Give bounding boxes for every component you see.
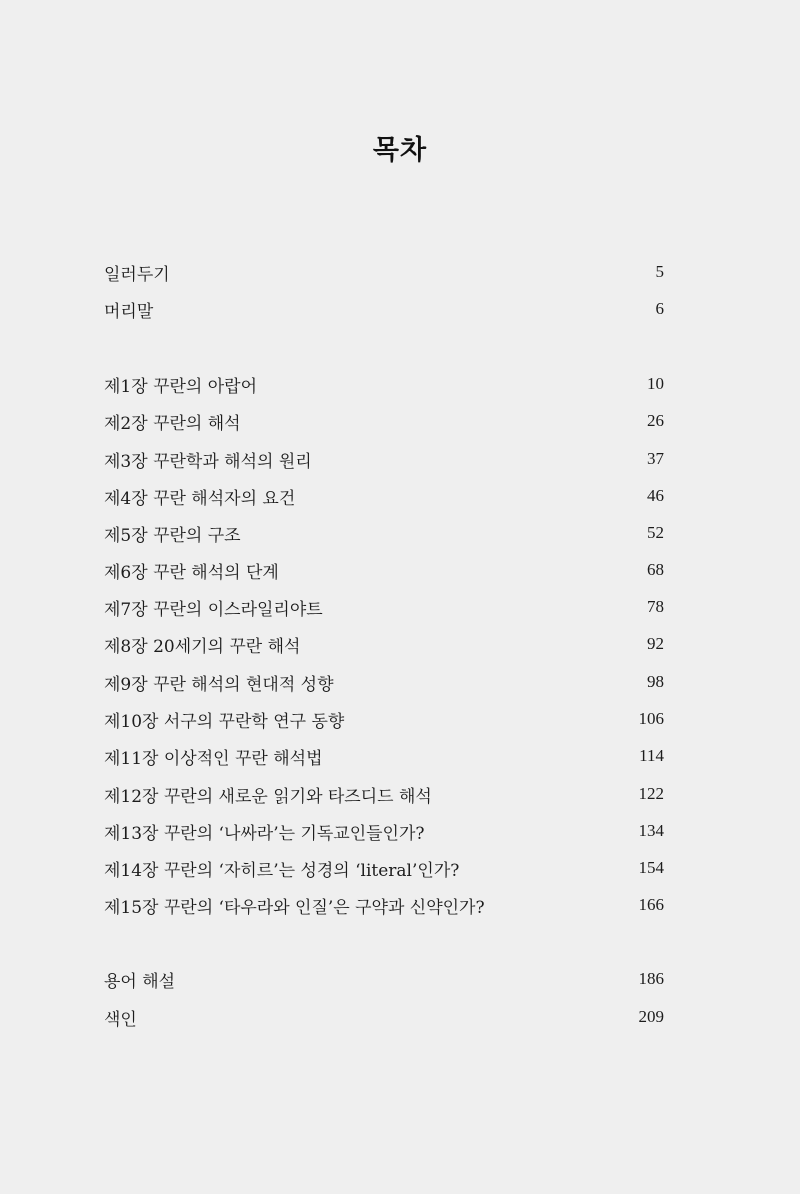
toc-entry-glossary[interactable] (104, 965, 664, 993)
toc-entry-page: 10 (647, 374, 664, 393)
toc-entry-page: 186 (638, 969, 664, 988)
toc-entry-label: 제9장 꾸란 해석의 현대적 성향 (104, 674, 334, 695)
toc-chapter-4[interactable] (104, 482, 664, 510)
toc-chapter-11[interactable] (104, 742, 664, 770)
toc-entry-label: 제6장 꾸란 해석의 단계 (104, 562, 279, 583)
toc-chapter-8[interactable] (104, 630, 664, 658)
toc-entry-label: 제7장 꾸란의 이스라일리야트 (104, 599, 323, 620)
toc-entry-page: 92 (647, 634, 664, 653)
toc-chapter-13[interactable] (104, 817, 664, 845)
page-title: 목차 (372, 135, 428, 166)
toc-chapter-5[interactable] (104, 519, 664, 547)
toc-entry-label: 제13장 꾸란의 ‘나싸라’는 기독교인들인가? (104, 823, 425, 844)
toc-entry-page: 122 (638, 784, 664, 803)
toc-entry-page: 26 (647, 411, 664, 430)
toc-entry-page: 6 (655, 299, 664, 318)
toc-entry-label: 색인 (104, 1009, 137, 1030)
toc-entry-page: 209 (638, 1007, 664, 1026)
toc-chapter-12[interactable] (104, 780, 664, 808)
toc-entry-page: 114 (639, 746, 664, 765)
toc-entry-page: 154 (638, 858, 664, 877)
toc-entry-label: 제1장 꾸란의 아랍어 (104, 376, 257, 397)
toc-entry-label: 용어 해설 (104, 971, 176, 992)
toc-entry-page: 46 (647, 486, 664, 505)
toc-chapter-10[interactable] (104, 705, 664, 733)
toc-entry-label: 제15장 꾸란의 ‘타우라와 인질’은 구약과 신약인가? (104, 897, 485, 918)
toc-chapter-9[interactable] (104, 668, 664, 696)
toc-chapter-1[interactable] (104, 370, 664, 398)
toc-entry-page: 166 (638, 895, 664, 914)
toc-entry-label: 머리말 (104, 301, 154, 322)
toc-entry-page: 78 (647, 597, 664, 616)
toc-entry-page: 98 (647, 672, 664, 691)
toc-entry-label: 일러두기 (104, 264, 170, 285)
toc-entry-page: 5 (655, 262, 664, 281)
toc-entry-label: 제14장 꾸란의 ‘자히르’는 성경의 ‘literal’인가? (104, 860, 460, 881)
toc-entry-label: 제3장 꾸란학과 해석의 원리 (104, 451, 312, 472)
toc-chapter-3[interactable] (104, 445, 664, 473)
toc-entry-label: 제2장 꾸란의 해석 (104, 413, 241, 434)
toc-chapter-7[interactable] (104, 593, 664, 621)
toc-chapter-15[interactable] (104, 891, 664, 919)
toc-chapter-6[interactable] (104, 556, 664, 584)
toc-entry-page: 37 (647, 449, 664, 468)
toc-entry-page: 68 (647, 560, 664, 579)
toc-entry-label: 제4장 꾸란 해석자의 요건 (104, 488, 296, 509)
toc-entry-notes[interactable] (104, 258, 664, 286)
toc-entry-index[interactable] (104, 1003, 664, 1031)
toc-entry-label: 제8장 20세기의 꾸란 해석 (104, 636, 301, 657)
toc-entry-label: 제5장 꾸란의 구조 (104, 525, 241, 546)
toc-entry-preface[interactable] (104, 295, 664, 323)
toc-entry-page: 134 (638, 821, 664, 840)
toc-entry-page: 106 (638, 709, 664, 728)
toc-entry-page: 52 (647, 523, 664, 542)
toc-chapter-14[interactable] (104, 854, 664, 882)
toc-entry-label: 제11장 이상적인 꾸란 해석법 (104, 748, 323, 769)
toc-chapter-2[interactable] (104, 407, 664, 435)
toc-entry-label: 제12장 꾸란의 새로운 읽기와 타즈디드 해석 (104, 786, 432, 807)
toc-entry-label: 제10장 서구의 꾸란학 연구 동향 (104, 711, 345, 732)
